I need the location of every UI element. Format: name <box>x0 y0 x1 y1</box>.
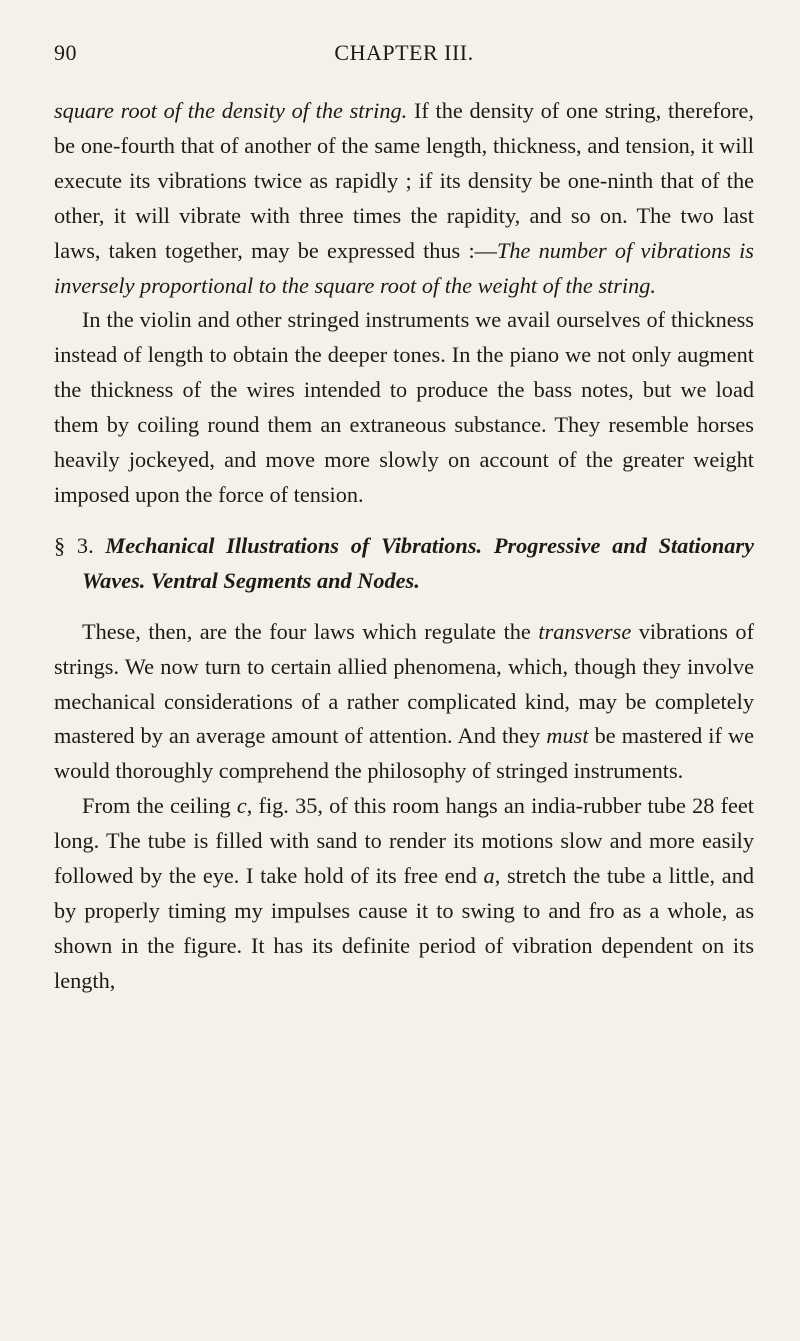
italic-phrase: square root of the density of the string. <box>54 98 408 123</box>
paragraph-stringed-instruments: In the violin and other stringed instruments we avail ourselves of thickness instead of length to obtain the deeper tones. In the piano we not only augment the thickness of the wires intended to produce the bass notes, but we load them by coiling round them an extraneous substance. They resemble horses heavily jockeyed, and move more slowly on account of the greater weight imposed upon the force of tension. <box>54 307 754 507</box>
book-page <box>54 40 754 1310</box>
section-number: § 3. <box>54 532 94 558</box>
text-run: From the ceiling <box>82 793 237 819</box>
text-run: , fig. 35, of this room hangs an india-rubber tube 28 feet long. The tube is filled with sand to render its motions slow and more easily followed by the eye. I take hold of its free end <box>54 793 754 889</box>
text-run: vibrations of strings. We now turn to certain allied phenomena, which, though they involve mechanical considerations of a rather complicated kind, may be completely mastered by an average amount of attention. And they <box>54 618 754 749</box>
body-text <box>54 94 754 999</box>
italic-law-statement: The number of vibrations is inversely proportional to the square root of the weight of the string. <box>54 237 754 298</box>
text-run: be mastered if we would thoroughly comprehend the philosophy of stringed instruments. <box>54 723 754 784</box>
paragraph-rubber-tube <box>54 789 754 998</box>
section-heading <box>54 529 754 599</box>
paragraph-transverse-vibrations <box>54 615 754 790</box>
text-run: If the density of one string, therefore, be one-fourth that of another of the same length, thickness, and tension, it will execute its vibrations twice as rapidly ; if its density be one-ninth that of the other, it will vibrate with three times the rapidity, and so on. The two last laws, taken together, may be expressed thus :— <box>54 98 754 263</box>
italic-letter-c: c <box>236 793 247 819</box>
text-run: , stretch the tube a little, and by properly timing my impulses cause it to swing to and fro as a whole, as shown in the figure. It has its definite period of vibration dependent on its length, <box>54 863 754 993</box>
page-header <box>54 40 754 80</box>
paragraph-density-laws <box>54 94 754 303</box>
italic-word-must: must <box>546 723 589 749</box>
text-run: These, then, are the four laws which regulate the <box>82 618 539 644</box>
italic-word-transverse: transverse <box>538 618 632 644</box>
page-number: 90 <box>54 40 77 65</box>
section-title: Mechanical Illustrations of Vibrations. Progressive and Stationary Waves. Ventral Segments and Nodes. <box>82 532 754 593</box>
running-head: CHAPTER III. <box>334 40 474 65</box>
italic-letter-a: a <box>483 863 495 889</box>
